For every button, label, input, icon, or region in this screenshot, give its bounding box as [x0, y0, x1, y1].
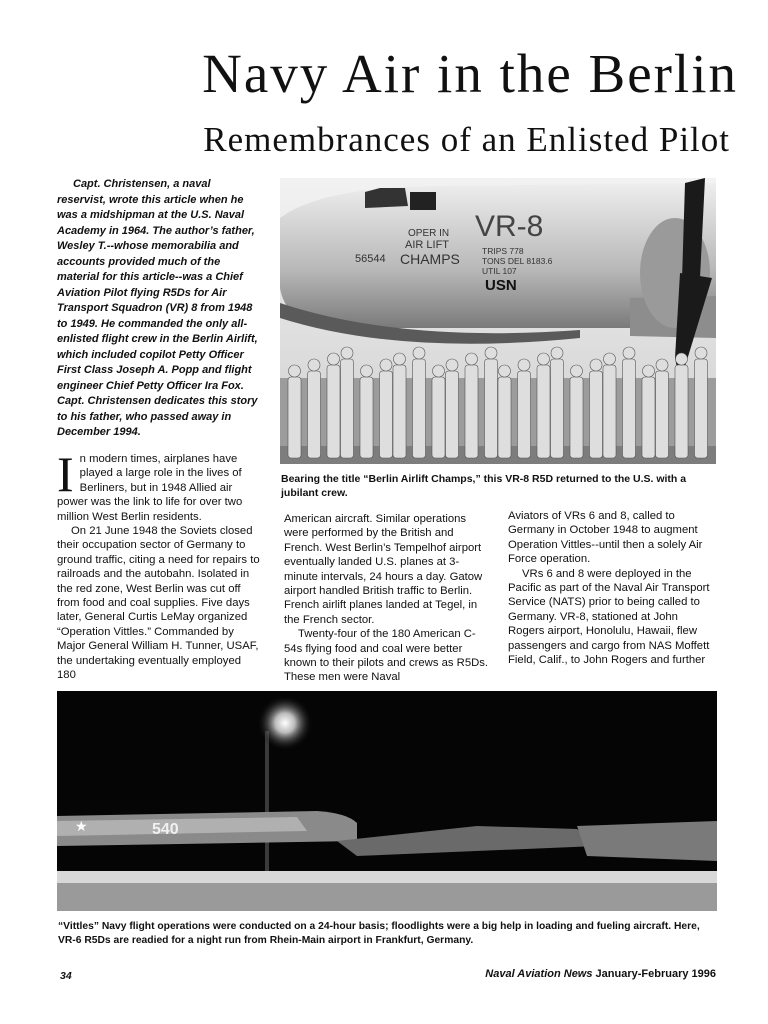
crew-member: [341, 359, 354, 458]
nose-art-line-2: AIR LIFT: [405, 239, 450, 251]
body-column-1: [57, 446, 262, 683]
crew-member: [393, 365, 406, 458]
crew-member-head: [551, 347, 563, 359]
crew-member-head: [571, 365, 583, 377]
crew-member: [695, 359, 708, 458]
crew-member-head: [643, 365, 655, 377]
crew-member: [327, 365, 340, 458]
crew-member-head: [590, 359, 602, 371]
crew-member: [498, 377, 511, 458]
crew-member: [465, 365, 478, 458]
crew-member-head: [361, 365, 373, 377]
crew-member: [537, 365, 550, 458]
crew-member: [623, 359, 636, 458]
r5d-crew-photo: [280, 178, 716, 464]
crew-member-head: [328, 353, 340, 365]
body-column-2: [284, 512, 489, 685]
crew-member-head: [623, 347, 635, 359]
squadron-marking: VR-8: [475, 210, 544, 243]
crew-member-head: [485, 347, 497, 359]
crew-member-head: [446, 359, 458, 371]
crew-member: [432, 377, 445, 458]
body-paragraph: Twenty-four of the 180 American C-54s flying food and coal were better known to their pilots and crews as R5Ds. These men were Naval: [284, 628, 489, 684]
issue-date: January-February 1996: [592, 968, 716, 980]
crew-member: [518, 371, 531, 458]
crew-member-head: [499, 365, 511, 377]
crew-member: [603, 365, 616, 458]
crew-member-head: [341, 347, 353, 359]
crew-member: [288, 377, 301, 458]
crew-member-head: [413, 347, 425, 359]
crew-member-head: [433, 365, 445, 377]
page-number: 34: [60, 970, 72, 982]
crew-member: [380, 371, 393, 458]
magazine-name: Naval Aviation News: [485, 968, 593, 980]
body-paragraph: American aircraft. Similar operations were performed by the British and French. West Berlin’s Tempelhof airport eventually landed U.S. planes at 3-minute intervals, 24 hours a day. Gatow airport handled British traffic to Berlin. French airlift planes landed at Tegel, in the French sector.: [284, 513, 483, 626]
star-insignia-icon: ★: [75, 818, 88, 834]
crew-member-head: [380, 359, 392, 371]
crew-member-head: [518, 359, 530, 371]
usn-marking: USN: [485, 277, 517, 294]
body-paragraph: VRs 6 and 8 were deployed in the Pacific as part of the Naval Air Transport Service (NATS) prior to being called to Germany. VR-8, stationed at John Rogers airport, Honolulu, Hawaii, flew passengers and cargo from NAS Moffett Field, Calif., to John Rogers and further: [508, 567, 710, 667]
crew-member: [485, 359, 498, 458]
crew-member-head: [538, 353, 550, 365]
body-paragraph: On 21 June 1948 the Soviets closed their occupation sector of Germany to ground traffic, citing a need for repairs to railroads and the autobahn. Isolated in the red zone, West Berlin was cut off from food and coal supplies. Five days later, General Curtis LeMay organized “Operation Vittles.” Commanded by Major General William H. Tunner, USAF, the undertaking eventually employed 180: [57, 525, 260, 682]
nose-art-line-1: OPER IN: [408, 228, 450, 239]
crew-member-head: [394, 353, 406, 365]
crew-member: [551, 359, 564, 458]
bottom-photo-caption: “Vittles” Navy flight operations were conducted on a 24-hour basis; floodlights were a big help in loading and fueling aircraft. Here, VR-6 R5Ds are readied for a night run from Rhein-Main airport in Frankfurt, Germany.: [58, 921, 700, 946]
crew-member: [360, 377, 373, 458]
crew-member-head: [604, 353, 616, 365]
crew-member: [446, 371, 459, 458]
tons-stencil: TONS DEL 8183.6: [482, 256, 553, 266]
nose-art-line-3: CHAMPS: [400, 251, 460, 267]
night-operations-photo: [57, 691, 717, 911]
body-paragraph: Aviators of VRs 6 and 8, called to Germany in October 1948 to augment Operation Vittles--until then a solely Air Force operation.: [508, 510, 703, 566]
trips-stencil: TRIPS 778: [482, 246, 524, 256]
crew-member: [570, 377, 583, 458]
drop-cap: I: [57, 446, 74, 502]
article-title: Navy Air in the Berlin: [202, 43, 738, 104]
magazine-footer: [485, 968, 716, 980]
crew-member: [675, 365, 688, 458]
aircraft-serial: 56544: [355, 253, 386, 265]
crew-member-head: [695, 347, 707, 359]
crew-member-head: [289, 365, 301, 377]
crew-member: [656, 371, 669, 458]
crew-member: [642, 377, 655, 458]
crew-member: [308, 371, 321, 458]
crew-member: [590, 371, 603, 458]
crew-member-head: [656, 359, 668, 371]
body-column-3: [508, 509, 714, 667]
author-intro: Capt. Christensen, a naval reservist, wrote this article when he was a midshipman at the U.S. Naval Academy in 1964. The author’s father, Wesley T.--whose memorabilia and accounts provided much of the material for this article--was a Chief Aviation Pilot flying R5Ds for Air Transport Squadron (VR) 8 from 1948 to 1949. He commanded the only all-enlisted flight crew in the Berlin Airlift, which included copilot Petty Officer First Class Joseph A. Popp and flight engineer Chief Petty Officer Ira Fox. Capt. Christensen dedicates this story to his father, who passed away in December 1994.: [57, 178, 258, 438]
aircraft-number: 540: [152, 821, 179, 838]
crew-member-head: [676, 353, 688, 365]
crew-member: [413, 359, 426, 458]
top-photo-caption: Bearing the title “Berlin Airlift Champs,” this VR-8 R5D returned to the U.S. with a jubilant crew.: [281, 473, 687, 499]
crew-member-head: [308, 359, 320, 371]
util-stencil: UTIL 107: [482, 266, 517, 276]
crew-member-head: [466, 353, 478, 365]
body-paragraph-opening: In modern times, airplanes have played a large role in the lives of Berliners, but in 1948 Allied air power was the link to life for over two million West Berlin residents.: [57, 446, 243, 523]
article-subtitle: Remembrances of an Enlisted Pilot: [203, 120, 730, 159]
